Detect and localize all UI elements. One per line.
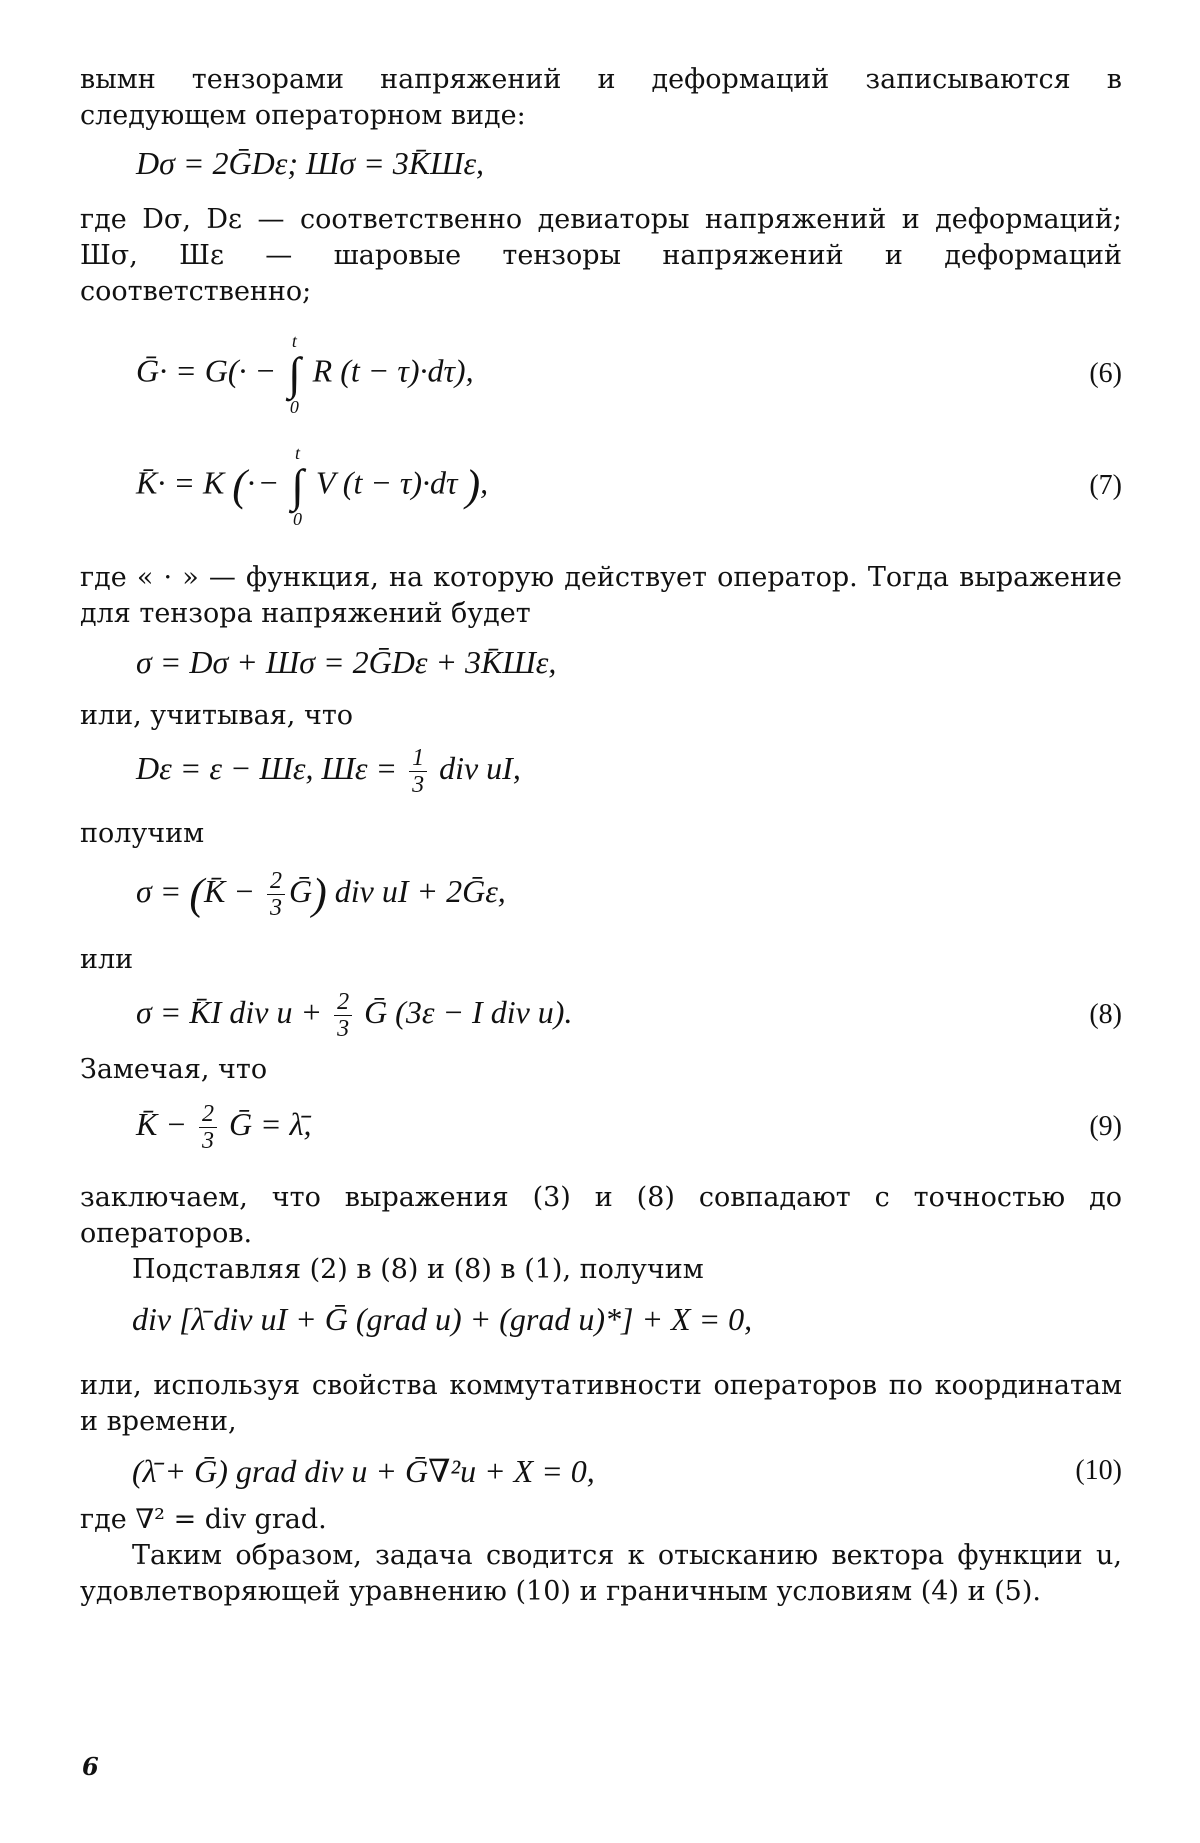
- fraction-one-third: $\frac{1}{3}$: [409, 745, 427, 798]
- equation-9: K̄ − $\frac{2}{3}$ Ḡ = λ̄, (9): [136, 1100, 1122, 1154]
- equation-number-9: (9): [1089, 1111, 1122, 1142]
- equation-substitution: div [λ̄ div uI + Ḡ (grad u) + (grad u)*] + X = 0,: [132, 1300, 753, 1337]
- paragraph-4: или, учитывая, что: [80, 700, 354, 731]
- equation-7: K̄· = K (· − t ∫ 0 V (t − τ)·dτ ), (7): [136, 443, 1122, 529]
- paragraph-1: вымн тензорами напряжений и деформаций записываются в следующем операторном виде:: [80, 64, 1122, 131]
- paragraph-8: заключаем, что выражения (3) и (8) совпадают с точностью до операторов.: [80, 1182, 1122, 1249]
- equation-number-8: (8): [1089, 999, 1122, 1030]
- paragraph-5: получим: [80, 818, 205, 849]
- integral-sign: t ∫ 0: [288, 331, 301, 417]
- equation-number-10: (10): [1075, 1455, 1122, 1486]
- eq6-right: R (t − τ)·dτ),: [312, 352, 474, 389]
- equation-sigma-1: σ = Dσ + Шσ = 2ḠDε + 3K̄Шε,: [136, 643, 557, 680]
- equation-number-7: (7): [1089, 470, 1122, 501]
- page-number: 6: [82, 1752, 99, 1781]
- equation-number-6: (6): [1089, 358, 1122, 389]
- paragraph-12: Таким образом, задача сводится к отысканию вектора функции u, удовлетворяющей уравнению (10) и граничным условиям (4) и (5).: [80, 1540, 1122, 1607]
- equation-10: (λ̄ + Ḡ) grad div u + Ḡ∇²u + X = 0, (10): [132, 1453, 1122, 1489]
- equation-6: [80, 318, 1122, 430]
- fraction-two-thirds: $\frac{2}{3}$: [267, 868, 285, 921]
- paragraph-3: где « · » — функция, на которую действует оператор. Тогда выражение для тензора напряжений будет: [80, 562, 1122, 629]
- eq7-left: K̄· = K: [136, 464, 225, 501]
- fraction-two-thirds: $\frac{2}{3}$: [334, 989, 352, 1042]
- paragraph-9: Подставляя (2) в (8) и (8) в (1), получим: [132, 1254, 704, 1285]
- paragraph-2: где Dσ, Dε — соответственно девиаторы напряжений и деформаций; Шσ, Шε — шаровые тензоры напряжений и деформаций соответственно;: [80, 204, 1122, 307]
- paragraph-11: где ∇² = div grad.: [80, 1504, 327, 1535]
- paragraph-10: или, используя свойства коммутативности операторов по координатам и времени,: [80, 1370, 1122, 1437]
- eq6-left: Ḡ· = G(· −: [136, 352, 277, 389]
- paragraph-7: Замечая, что: [80, 1054, 268, 1085]
- page-content: [80, 62, 1122, 1610]
- integral-sign: t ∫ 0: [291, 443, 304, 529]
- eq7-right: V (t − τ)·dτ: [315, 464, 458, 501]
- paragraph-6: или: [80, 944, 134, 975]
- equation-deviator-def: Dε = ε − Шε, Шε = $\frac{1}{3}$ div uI,: [136, 744, 521, 798]
- equation-deviators: Dσ = 2ḠDε; Шσ = 3K̄Шε,: [136, 144, 485, 181]
- equation-8: σ = K̄I div u + $\frac{2}{3}$ Ḡ (3ε − I div u). (8): [136, 988, 1122, 1042]
- equation-sigma-2: σ = (K̄ − $\frac{2}{3}$ Ḡ) div uI + 2Ḡε,: [136, 867, 506, 921]
- fraction-two-thirds: $\frac{2}{3}$: [199, 1101, 217, 1154]
